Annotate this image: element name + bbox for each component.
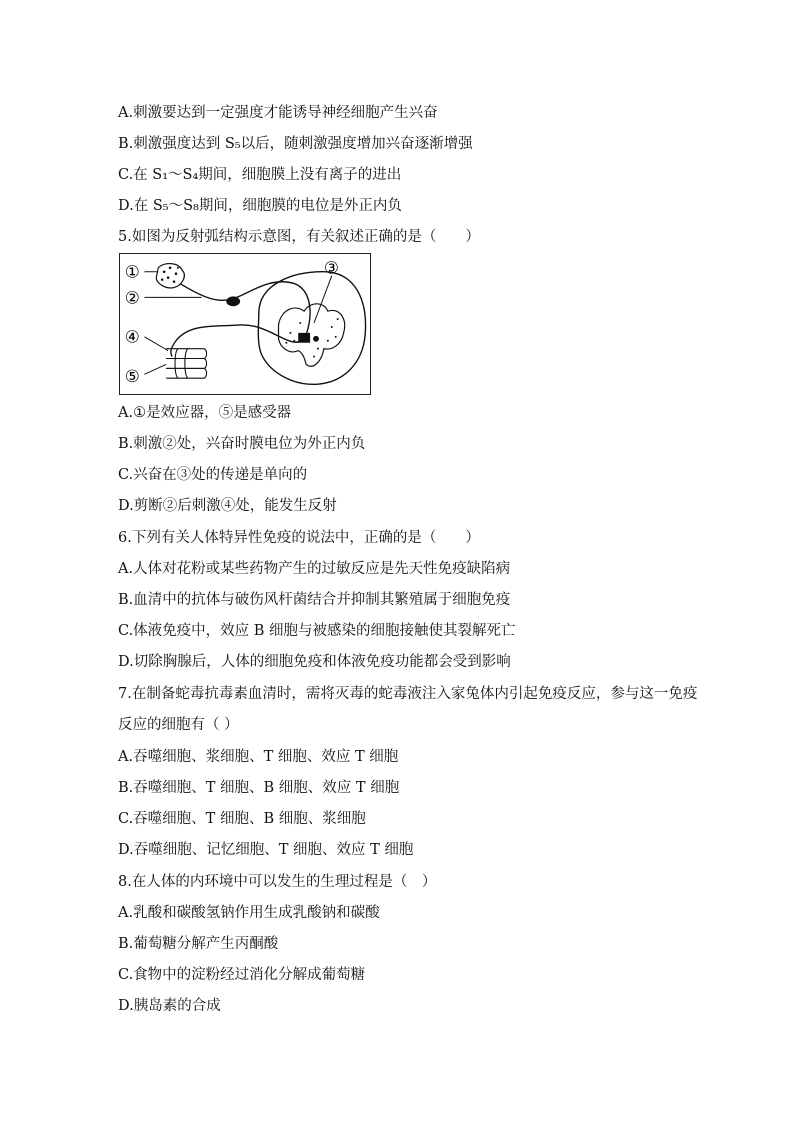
q8-option-b: B.葡萄糖分解产生丙酮酸 <box>118 936 279 952</box>
q7-option-b: B.吞噬细胞、T 细胞、B 细胞、效应 T 细胞 <box>118 780 400 796</box>
q8-stem: 8.在人体的内环境中可以发生的生理过程是（ ） <box>118 874 437 890</box>
figure-label-1: ① <box>124 261 140 282</box>
q6-option-a: A.人体对花粉或某些药物产生的过敏反应是先天性免疫缺陷病 <box>118 561 511 577</box>
q5-option-c: C.兴奋在③处的传递是单向的 <box>118 467 308 483</box>
reflex-arc-figure <box>119 253 371 395</box>
q4-option-d: D.在 S₅～S₈期间，细胞膜的电位是外正内负 <box>118 198 402 214</box>
q4-option-c: C.在 S₁～S₄期间，细胞膜上没有离子的进出 <box>118 167 402 183</box>
figure-label-2: ② <box>124 287 140 308</box>
interneuron-body <box>313 336 319 342</box>
receptor-dots <box>161 267 179 283</box>
q7-option-a: A.吞噬细胞、浆细胞、T 细胞、效应 T 细胞 <box>118 749 399 765</box>
q7-stem-line1: 7.在制备蛇毒抗毒素血清时，需将灭毒的蛇毒液注入家兔体内引起免疫反应，参与这一免疫 <box>118 686 698 702</box>
q5-option-d: D.剪断②后刺激④处，能发生反射 <box>118 498 337 514</box>
q7-option-c: C.吞噬细胞、T 细胞、B 细胞、浆细胞 <box>118 811 366 827</box>
grey-matter <box>279 304 345 366</box>
q5-stem: 5.如图为反射弧结构示意图，有关叙述正确的是（ ） <box>118 229 480 245</box>
q5-option-a: A.①是效应器，⑤是感受器 <box>118 405 292 421</box>
spinal-ganglion <box>226 296 240 306</box>
q4-option-b: B.刺激强度达到 S₅以后，随刺激强度增加兴奋逐渐增强 <box>118 136 473 152</box>
q7-stem-line2: 反应的细胞有（ ） <box>118 717 239 733</box>
figure-label-3: ③ <box>323 257 339 278</box>
q7-option-d: D.吞噬细胞、记忆细胞、T 细胞、效应 T 细胞 <box>118 842 414 858</box>
figure-label-4: ④ <box>124 326 140 347</box>
figure-label-5: ⑤ <box>124 366 140 387</box>
q6-option-b: B.血清中的抗体与破伤风杆菌结合并抑制其繁殖属于细胞免疫 <box>118 592 511 608</box>
q8-option-c: C.食物中的淀粉经过消化分解成葡萄糖 <box>118 967 366 983</box>
q8-option-a: A.乳酸和碳酸氢钠作用生成乳酸钠和碳酸 <box>118 905 380 921</box>
q4-option-a: A.刺激要达到一定强度才能诱导神经细胞产生兴奋 <box>118 105 438 121</box>
spinal-cord-outline <box>258 272 365 385</box>
q6-stem: 6.下列有关人体特异性免疫的说法中，正确的是（ ） <box>118 530 480 546</box>
reflex-arc-diagram <box>120 254 370 394</box>
q6-option-d: D.切除胸腺后，人体的细胞免疫和体液免疫功能都会受到影响 <box>118 654 511 670</box>
q6-option-c: C.体液免疫中，效应 B 细胞与被感染的细胞接触使其裂解死亡 <box>118 623 516 639</box>
effector-muscle <box>166 349 206 379</box>
efferent-nerve <box>171 325 302 357</box>
q5-option-b: B.刺激②处，兴奋时膜电位为外正内负 <box>118 436 366 452</box>
q8-option-d: D.胰岛素的合成 <box>118 998 221 1014</box>
